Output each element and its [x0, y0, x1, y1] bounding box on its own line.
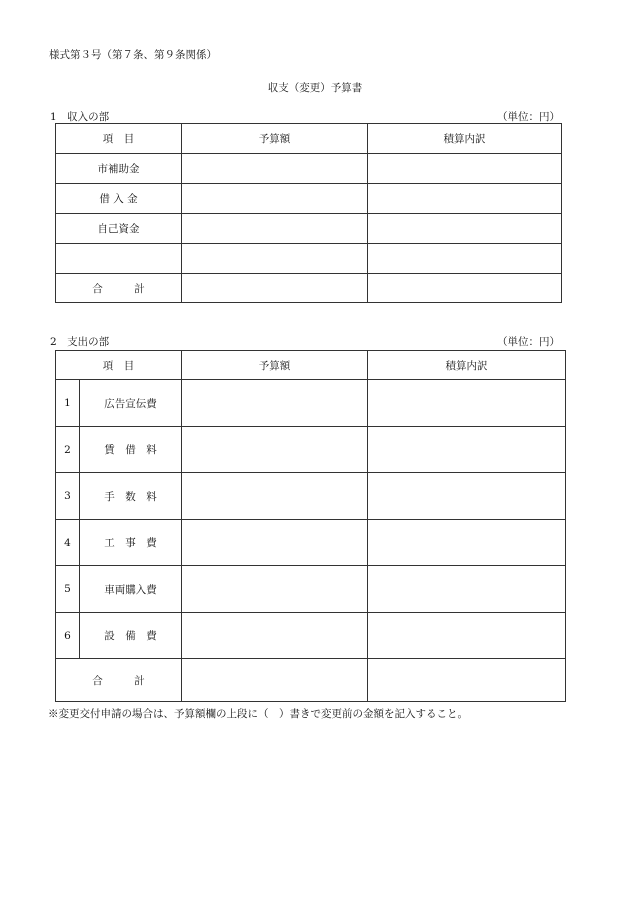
- breakdown-cell[interactable]: [368, 659, 566, 702]
- budget-cell[interactable]: [182, 154, 368, 184]
- income-heading: 1 収入の部: [50, 111, 110, 123]
- table-row: [56, 154, 562, 184]
- income-table: [55, 123, 562, 303]
- breakdown-cell[interactable]: [368, 520, 566, 566]
- expense-item: 車両購入費: [80, 566, 182, 613]
- income-item: 自己資金: [56, 214, 182, 244]
- income-header-row: [56, 124, 562, 154]
- expense-item: 設 備 費: [80, 613, 182, 659]
- expense-table: [55, 350, 566, 702]
- expense-unit: （単位：円）: [497, 336, 560, 348]
- expense-no: 3: [56, 473, 80, 520]
- budget-cell[interactable]: [182, 427, 368, 473]
- breakdown-cell[interactable]: [368, 473, 566, 520]
- budget-cell[interactable]: [182, 520, 368, 566]
- budget-cell[interactable]: [182, 380, 368, 427]
- expense-total-row: [56, 659, 566, 702]
- breakdown-cell[interactable]: [368, 566, 566, 613]
- budget-cell[interactable]: [182, 244, 368, 274]
- income-item: 市補助金: [56, 154, 182, 184]
- income-total-row: [56, 274, 562, 303]
- footnote: ※変更交付申請の場合は、予算額欄の上段に（ ）書きで変更前の金額を記入すること。: [48, 708, 468, 720]
- expense-header-item: 項 目: [56, 351, 182, 380]
- breakdown-cell[interactable]: [368, 427, 566, 473]
- table-row: [56, 244, 562, 274]
- expense-header-breakdown: 積算内訳: [368, 351, 566, 380]
- table-row: [56, 566, 566, 613]
- breakdown-cell[interactable]: [368, 244, 562, 274]
- expense-no: 4: [56, 520, 80, 566]
- income-total-label: 合 計: [56, 274, 182, 303]
- table-row: [56, 214, 562, 244]
- income-unit: （単位：円）: [497, 111, 560, 123]
- expense-item: 工 事 費: [80, 520, 182, 566]
- expense-header-row: [56, 351, 566, 380]
- budget-cell[interactable]: [182, 473, 368, 520]
- income-header-budget: 予算額: [182, 124, 368, 154]
- expense-no: 6: [56, 613, 80, 659]
- budget-cell[interactable]: [182, 274, 368, 303]
- table-row: [56, 613, 566, 659]
- expense-item: 手 数 料: [80, 473, 182, 520]
- income-item[interactable]: [56, 244, 182, 274]
- income-item: 借 入 金: [56, 184, 182, 214]
- income-header-breakdown: 積算内訳: [368, 124, 562, 154]
- budget-cell[interactable]: [182, 566, 368, 613]
- income-header-item: 項 目: [56, 124, 182, 154]
- budget-cell[interactable]: [182, 659, 368, 702]
- expense-item: 賃 借 料: [80, 427, 182, 473]
- table-row: [56, 520, 566, 566]
- expense-header-budget: 予算額: [182, 351, 368, 380]
- expense-no: 1: [56, 380, 80, 427]
- expense-no: 5: [56, 566, 80, 613]
- breakdown-cell[interactable]: [368, 380, 566, 427]
- table-row: [56, 427, 566, 473]
- table-row: [56, 184, 562, 214]
- page-title: 収支（変更）予算書: [267, 82, 363, 94]
- form-number: 様式第３号（第７条、第９条関係）: [49, 49, 217, 61]
- expense-item: 広告宣伝費: [80, 380, 182, 427]
- breakdown-cell[interactable]: [368, 184, 562, 214]
- table-row: [56, 473, 566, 520]
- breakdown-cell[interactable]: [368, 613, 566, 659]
- expense-total-label: 合 計: [56, 659, 182, 702]
- table-row: [56, 380, 566, 427]
- breakdown-cell[interactable]: [368, 274, 562, 303]
- expense-heading: 2 支出の部: [50, 336, 110, 348]
- breakdown-cell[interactable]: [368, 214, 562, 244]
- budget-cell[interactable]: [182, 214, 368, 244]
- budget-cell[interactable]: [182, 184, 368, 214]
- budget-cell[interactable]: [182, 613, 368, 659]
- breakdown-cell[interactable]: [368, 154, 562, 184]
- expense-no: 2: [56, 427, 80, 473]
